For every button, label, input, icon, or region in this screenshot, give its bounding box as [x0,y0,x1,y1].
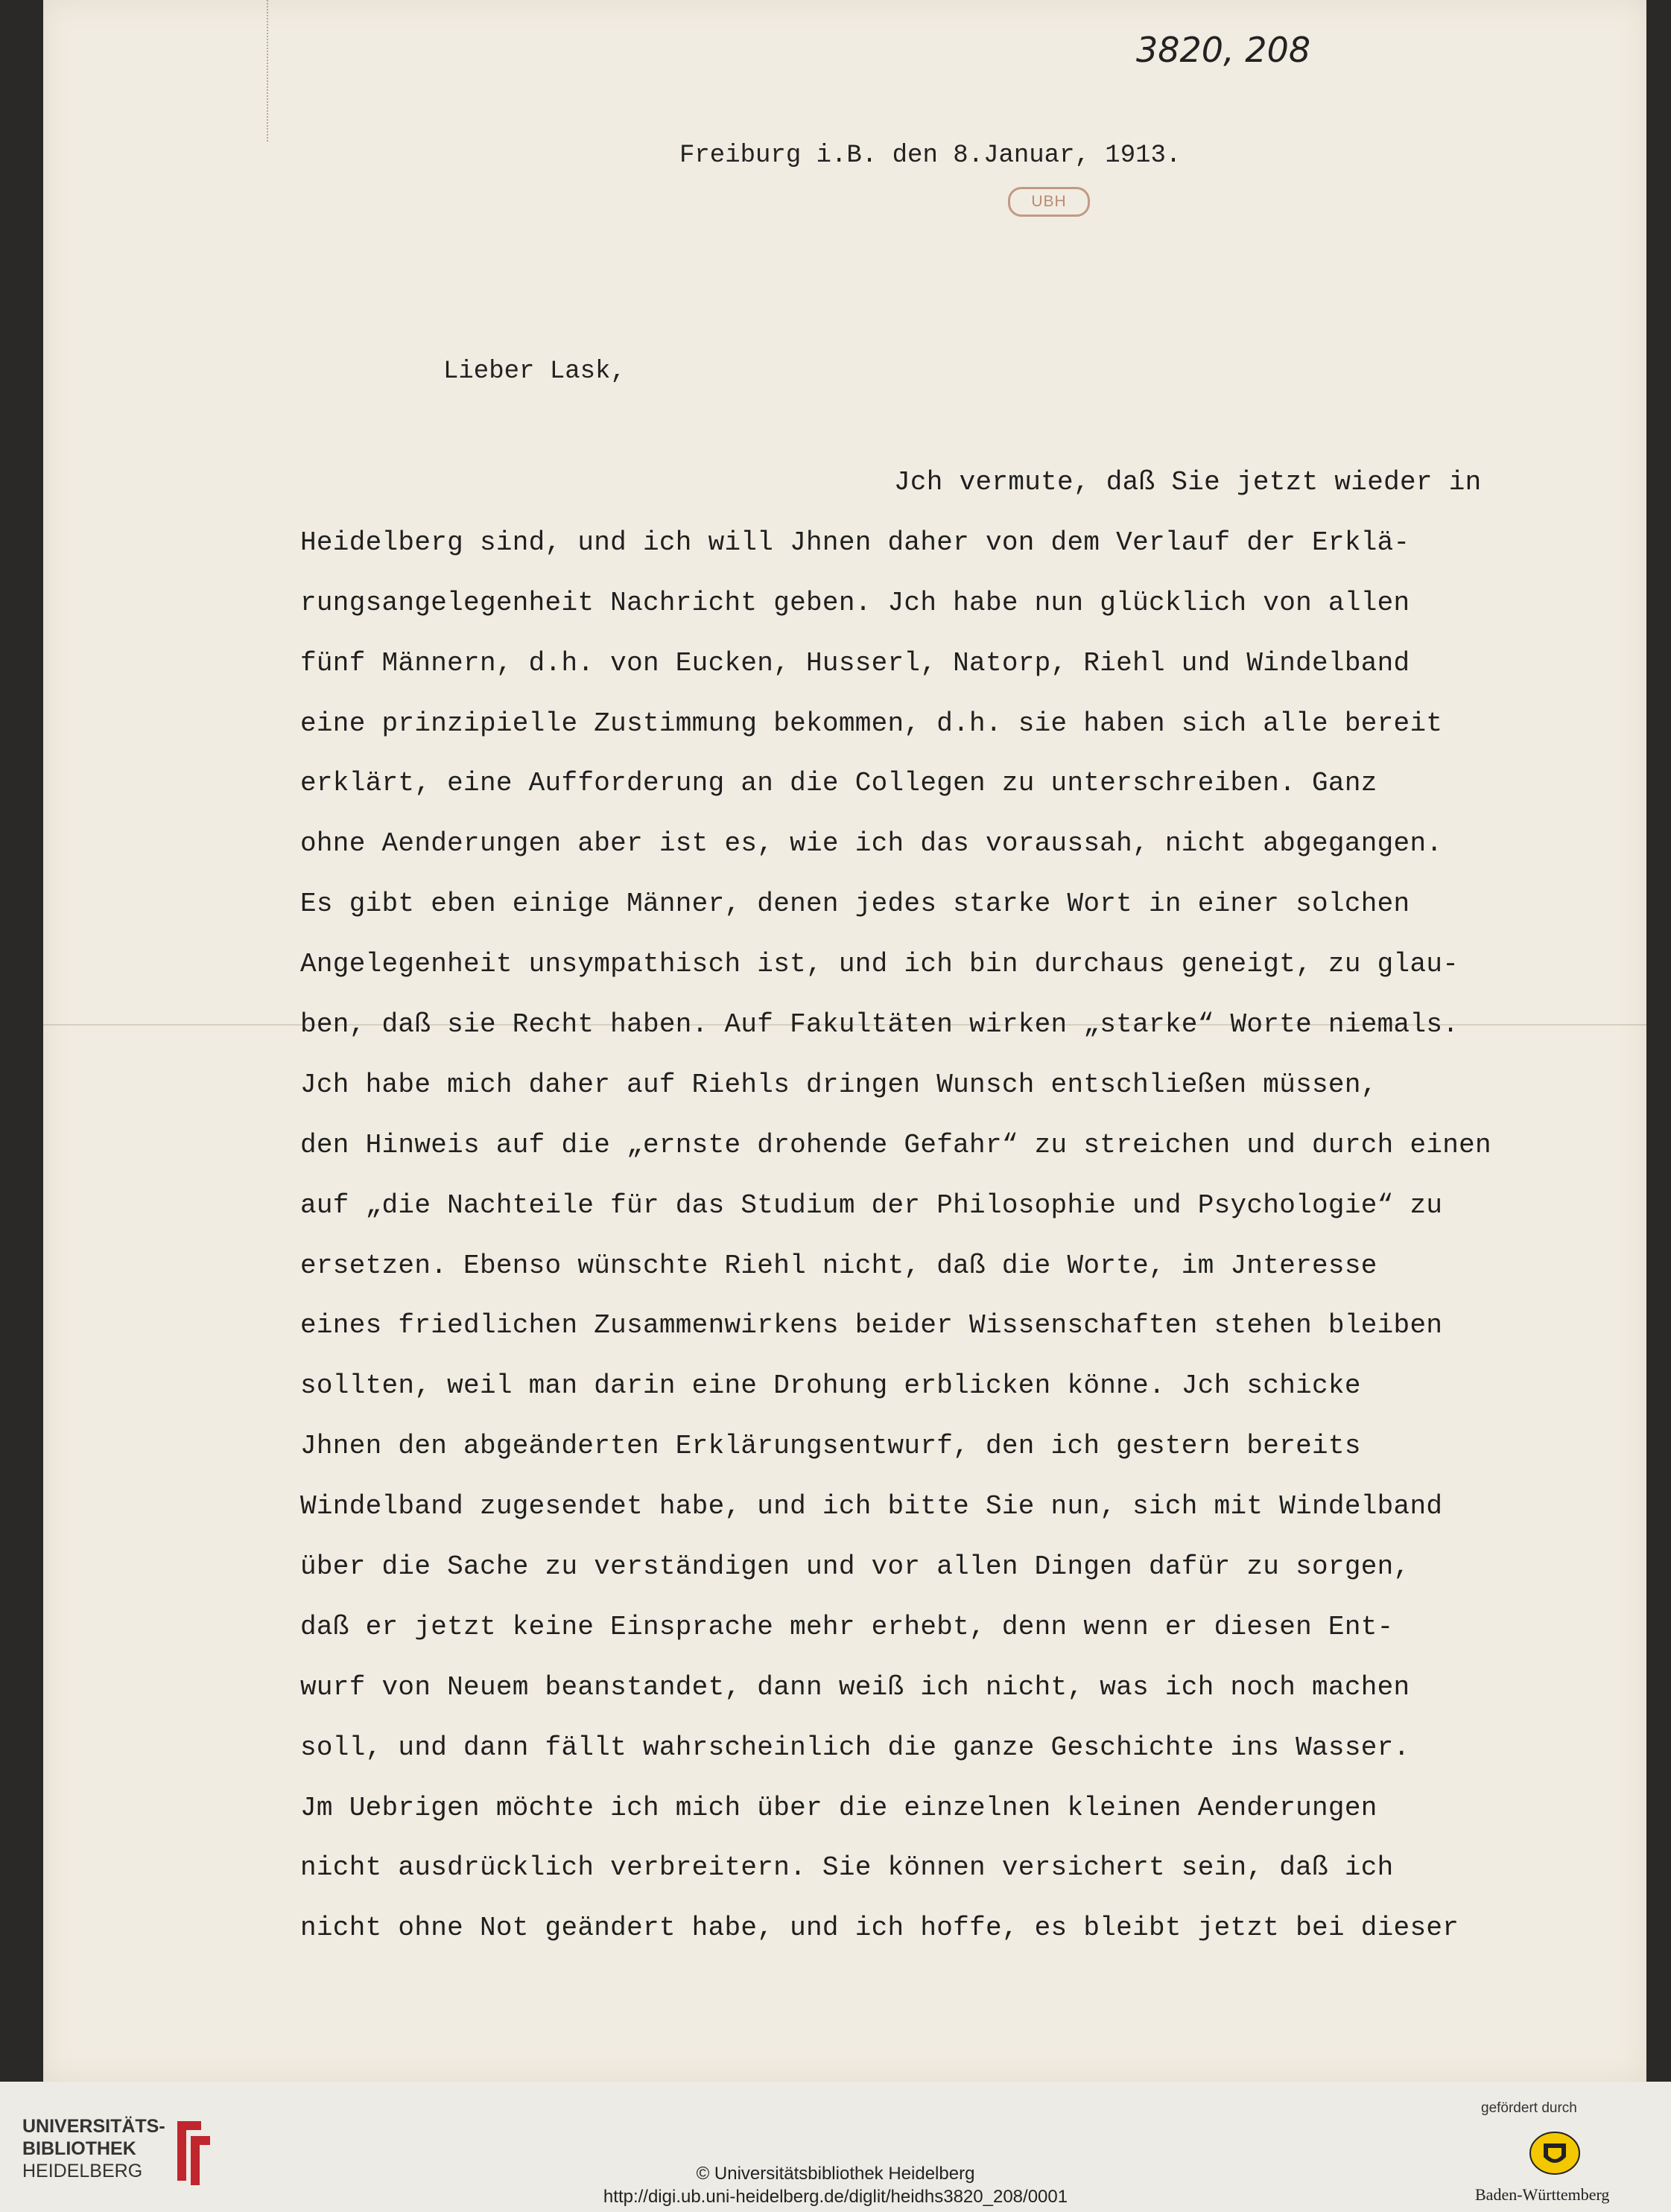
letter-line: Jch vermute, daß Sie jetzt wieder in [894,467,1482,498]
letter-line: fünf Männern, d.h. von Eucken, Husserl, Natorp, Riehl und Windelband [300,647,1410,678]
letter-line: über die Sache zu verständigen und vor allen Dingen dafür zu sorgen, [300,1551,1410,1583]
funder-name: Baden-Württemberg [1475,2185,1610,2204]
letter-line: soll, und dann fällt wahrscheinlich die ganze Geschichte ins Wasser. [300,1732,1410,1763]
permalink[interactable]: http://digi.ub.uni-heidelberg.de/diglit/heidhs3820_208/0001 [603,2187,1068,2207]
paper-tear-edge [267,0,279,142]
letter-line: sollten, weil man darin eine Drohung erblicken könne. Jch schicke [300,1370,1361,1402]
letter-line: rungsangelegenheit Nachricht geben. Jch habe nun glücklich von allen [300,587,1410,618]
letter-line: Angelegenheit unsympathisch ist, und ich bin durchaus geneigt, zu glau- [300,949,1459,980]
baden-wuerttemberg-crest-icon [1529,2127,1581,2179]
letter-line: eine prinzipielle Zustimmung bekommen, d.h. sie haben sich alle bereit [300,708,1443,739]
funded-by-label: gefördert durch [1481,2100,1577,2116]
letter-greeting: Lieber Lask, [443,357,626,386]
letter-line: daß er jetzt keine Einsprache mehr erhebt, denn wenn er diesen Ent- [300,1611,1394,1642]
library-name-line: UNIVERSITÄTS- [22,2116,165,2137]
letter-line: Jhnen den abgeänderten Erklärungsentwurf, den ich gestern bereits [300,1431,1361,1462]
letter-line: nicht ohne Not geändert habe, und ich hoffe, es bleibt jetzt bei dieser [300,1913,1459,1944]
letter-line: Jch habe mich daher auf Riehls dringen Wunsch entschließen müssen, [300,1069,1377,1100]
library-name-line: HEIDELBERG [22,2161,143,2181]
letter-line: wurf von Neuem beanstandet, dann weiß ich nicht, was ich noch machen [300,1671,1410,1703]
letter-line: ohne Aenderungen aber ist es, wie ich das voraussah, nicht abgegangen. [300,828,1443,859]
letter-line: nicht ausdrücklich verbreitern. Sie können versichert sein, daß ich [300,1852,1394,1884]
letter-line: Jm Uebrigen möchte ich mich über die einzelnen kleinen Aenderungen [300,1792,1377,1823]
letter-line: eines friedlichen Zusammenwirkens beider Wissenschaften stehen bleiben [300,1310,1443,1341]
archive-mark: 3820, 208 [1136,30,1311,70]
library-name-line: BIBLIOTHEK [22,2138,136,2159]
letter-line: Heidelberg sind, und ich will Jhnen daher von dem Verlauf der Erklä- [300,527,1410,558]
letter-dateline: Freiburg i.B. den 8.Januar, 1913. [679,142,1182,170]
letter-line: den Hinweis auf die „ernste drohende Gefahr“ zu streichen und durch einen [300,1129,1491,1160]
letter-body [300,468,1582,1974]
letter-line: Windelband zugesendet habe, und ich bitte Sie nun, sich mit Windelband [300,1491,1443,1522]
letter-line: Es gibt eben einige Männer, denen jedes starke Wort in einer solchen [300,889,1410,920]
letter-line: ben, daß sie Recht haben. Auf Fakultäten wirken „starke“ Worte niemals. [300,1009,1459,1040]
library-stamp: UBH [1008,187,1090,217]
letter-line: ersetzen. Ebenso wünschte Riehl nicht, daß die Worte, im Jnteresse [300,1250,1377,1281]
letter-line: auf „die Nachteile für das Studium der Philosophie und Psychologie“ zu [300,1189,1443,1221]
letter-line: erklärt, eine Aufforderung an die Collegen zu unterschreiben. Ganz [300,768,1377,799]
copyright-notice: © Universitätsbibliothek Heidelberg [696,2164,975,2184]
